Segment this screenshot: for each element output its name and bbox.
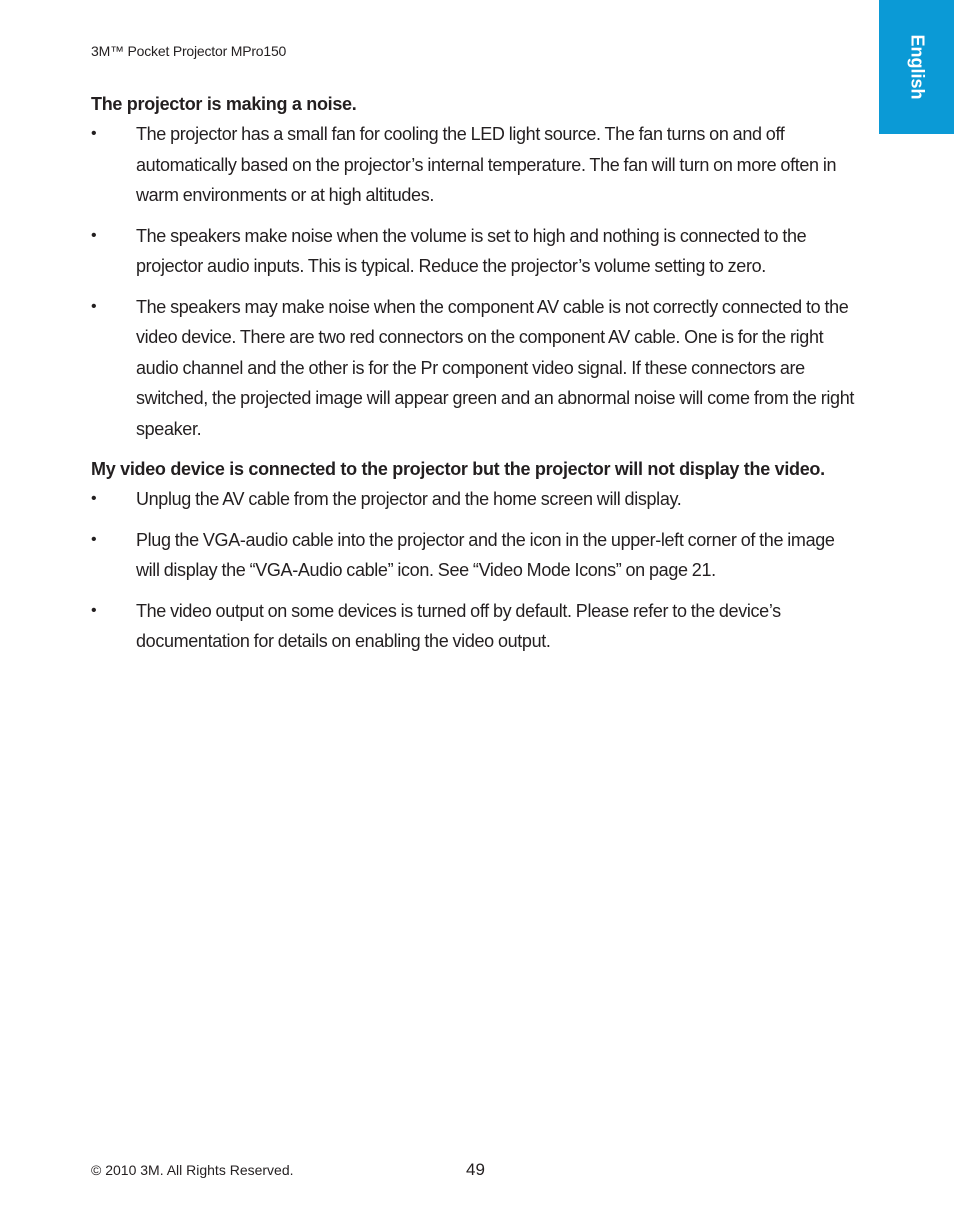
list-item (91, 596, 861, 657)
list-item (91, 484, 861, 515)
list-item-text: The speakers make noise when the volume is set to high and nothing is connected to the projector audio inputs. This is typical. Reduce the projector’s volume setting to zero. (136, 225, 807, 276)
section-title: The projector is making a noise. (91, 94, 357, 114)
bullet-icon: • (91, 297, 97, 315)
bullet-icon: • (91, 226, 97, 244)
page-number: 49 (466, 1160, 485, 1179)
list-item-text: The video output on some devices is turned off by default. Please refer to the device’s documentation for details on enabling the video output. (136, 600, 781, 651)
list-item (91, 221, 861, 282)
section-noise (91, 89, 861, 444)
bullet-icon: • (91, 125, 97, 142)
bullet-icon: • (91, 490, 97, 507)
language-tab (879, 0, 954, 134)
list-item (91, 525, 861, 586)
list-item-text: Plug the VGA-audio cable into the projector and the icon in the upper-left corner of the image will display the “VGA-Audio cable” icon. See “Video Mode Icons” on page 21. (136, 529, 835, 580)
section-title: My video device is connected to the projector but the projector will not display the video. (91, 459, 825, 479)
bullet-list (91, 484, 861, 657)
list-item-text: The speakers may make noise when the component AV cable is not correctly connected to the video device. There are two red connectors on the component AV cable. One is for the right audio channel and the other is for the Pr component video signal. If these connectors are switched, the projected image will appear green and an abnormal noise will come from the right speaker. (136, 296, 855, 439)
document-header: 3M™ Pocket Projector MPro150 (91, 43, 287, 59)
bullet-list (91, 119, 861, 444)
list-item (91, 292, 861, 445)
language-tab-label: English (907, 34, 927, 100)
bullet-icon: • (91, 530, 97, 548)
list-item (91, 119, 861, 211)
list-item-text: Unplug the AV cable from the projector and the home screen will display. (136, 489, 682, 509)
bullet-icon: • (91, 601, 97, 619)
footer-copyright: © 2010 3M. All Rights Reserved. (91, 1162, 294, 1178)
list-item-text: The projector has a small fan for cooling the LED light source. The fan turns on and off automatically based on the projector’s internal temperature. The fan will turn on more often in warm environments or at high altitudes. (136, 124, 837, 205)
section-video (91, 454, 861, 657)
page-content (91, 89, 861, 667)
